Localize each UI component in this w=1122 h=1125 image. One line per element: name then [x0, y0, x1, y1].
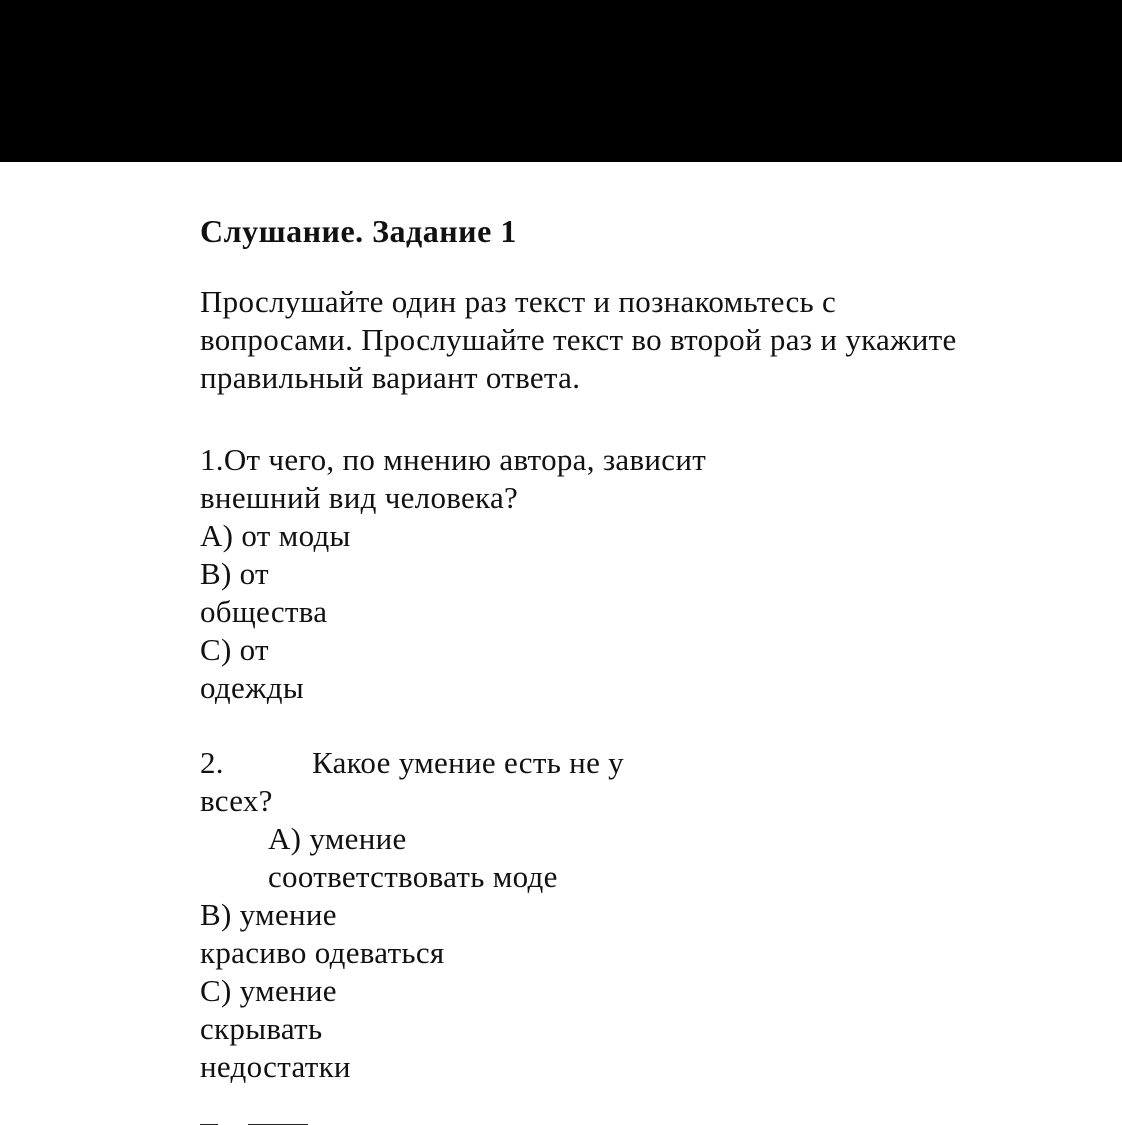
question-1-option-c-cont: одежды	[200, 670, 304, 705]
question-2-number: 2.	[200, 745, 224, 780]
top-black-bar	[0, 0, 1122, 162]
question-2-option-c: С) умение	[200, 973, 337, 1008]
question-1-option-c: С) от	[200, 632, 269, 667]
question-2-option-b: В) умение	[200, 897, 337, 932]
question-2-option-a-cont: соответствовать моде	[268, 859, 558, 894]
cut-off-next-line	[200, 1117, 360, 1125]
question-1-line-1: 1.От чего, по мнению автора, зависит	[200, 442, 707, 477]
question-2-text-cont: всех?	[200, 783, 273, 818]
task-title: Слушание. Задание 1	[200, 213, 517, 249]
instruction-line-2: вопросами. Прослушайте текст во второй раз и укажите	[200, 322, 957, 357]
question-2-option-c-cont-2: недостатки	[200, 1049, 351, 1084]
question-1-option-a: А) от моды	[200, 518, 351, 553]
question-2-option-a: А) умение	[268, 821, 407, 856]
instruction-line-3: правильный вариант ответа.	[200, 360, 581, 395]
question-2-option-c-cont-1: скрывать	[200, 1011, 323, 1046]
question-1-option-b-cont: общества	[200, 594, 328, 629]
document-page	[0, 162, 1122, 1125]
instruction-line-1: Прослушайте один раз текст и познакомьтесь с	[200, 284, 837, 319]
question-1-option-b: В) от	[200, 556, 269, 591]
question-2-text: Какое умение есть не у	[312, 745, 624, 780]
question-2-option-b-cont: красиво одеваться	[200, 935, 445, 970]
question-1-line-2: внешний вид человека?	[200, 480, 519, 515]
